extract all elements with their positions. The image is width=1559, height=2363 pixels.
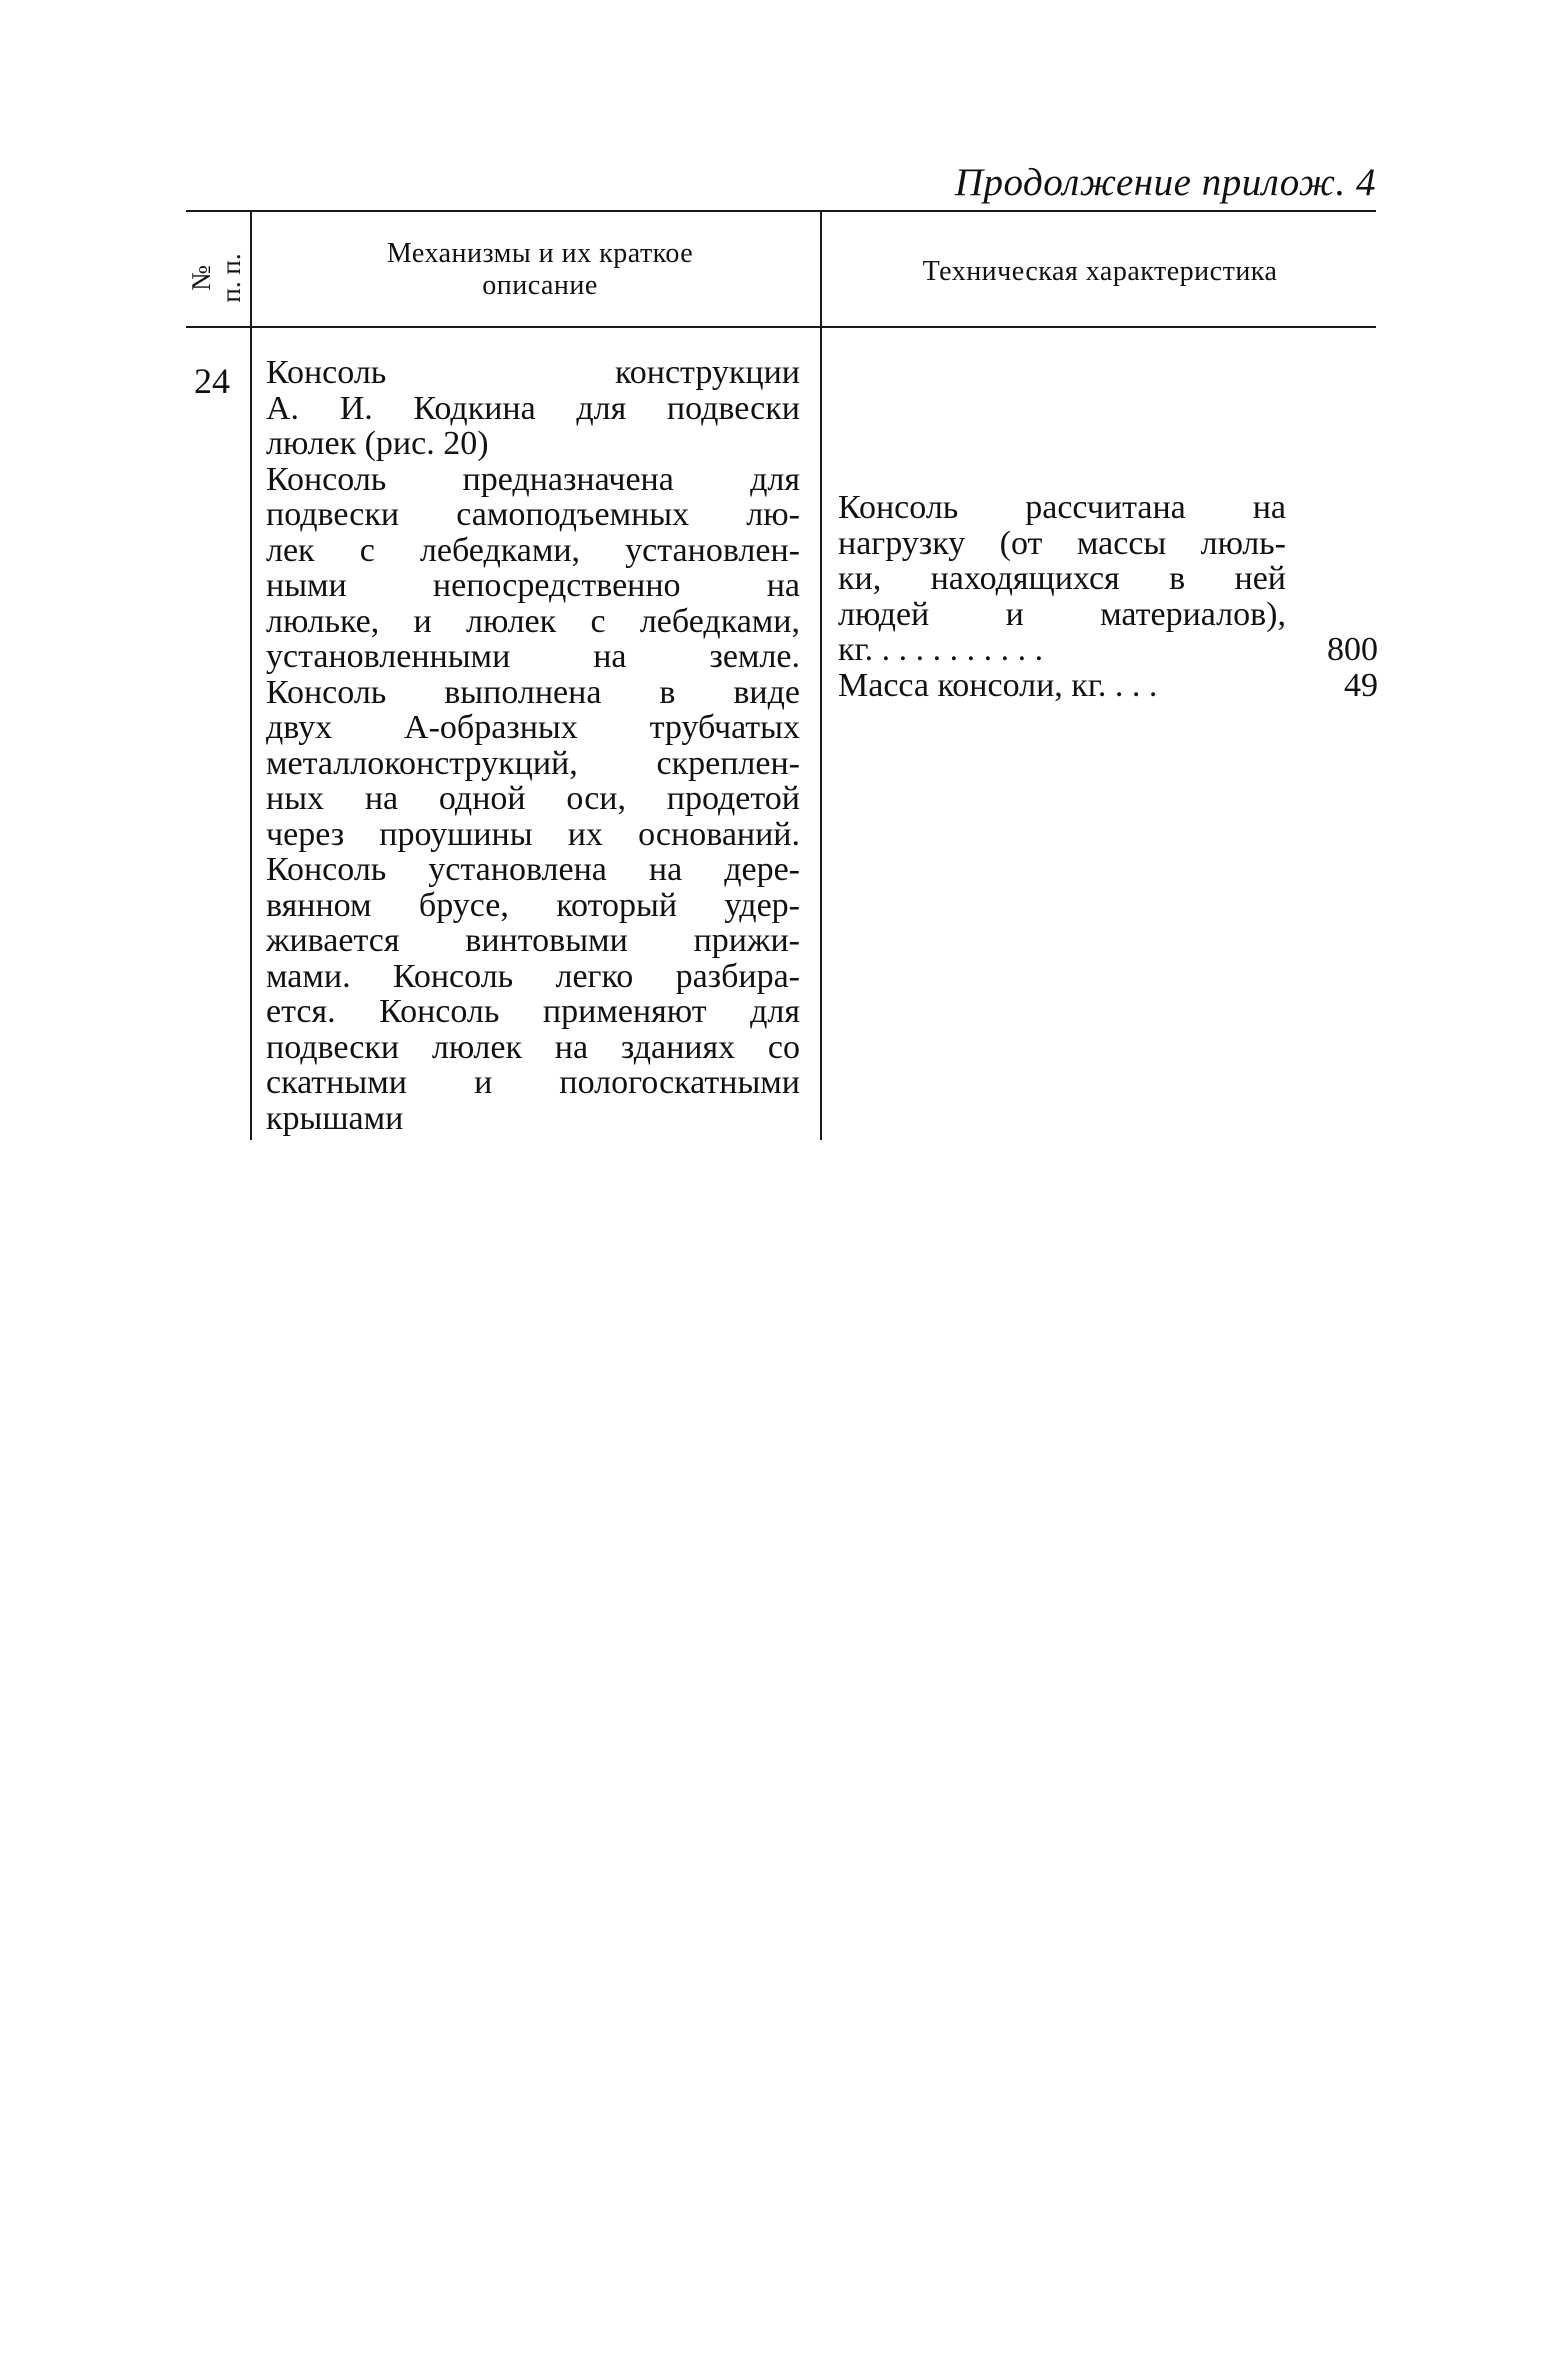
desc-line: Консоль предназначена для (266, 460, 800, 498)
desc-line: ных на одной оси, продетой (266, 780, 800, 817)
desc-line: живается винтовыми прижи- (266, 922, 800, 959)
header-mechanisms-line1: Механизмы и их краткое (386, 238, 694, 269)
tech-line: нагрузку (от массы люль- (838, 524, 1286, 562)
tech-line: людей и материалов), (838, 595, 1286, 633)
table-top-rule (186, 210, 1376, 212)
desc-line: ется. Консоль применяют для (266, 993, 800, 1030)
tech-line: Консоль рассчитана на (838, 489, 1286, 526)
desc-line: установленными на земле. (266, 638, 800, 675)
desc-line: люлек (рис. 20) (266, 425, 489, 462)
desc-line: подвески люлек на зданиях со (266, 1028, 800, 1066)
desc-line: Консоль конструкции (266, 354, 800, 391)
row-description (266, 355, 800, 1136)
desc-line: ными непосредственно на (266, 567, 800, 604)
header-number-column (186, 248, 246, 308)
tech-line: ки, находящихся в ней (838, 560, 1286, 597)
desc-line: люльке, и люлек с лебедками, (266, 602, 800, 640)
header-bottom-rule (186, 326, 1376, 328)
header-mechanisms-line2: описание (482, 270, 598, 301)
desc-line: крышами (266, 1099, 404, 1137)
mass-value: 49 (1344, 666, 1378, 704)
header-number-line2: п. п. (216, 253, 246, 303)
row-number: 24 (194, 361, 230, 401)
column-divider-2 (820, 212, 822, 1140)
desc-line: через проушины их оснований. (266, 815, 800, 853)
desc-line: мами. Консоль легко разбира- (266, 957, 800, 995)
desc-line: металлоконструкций, скреплен- (266, 744, 800, 782)
desc-line: скатными и пологоскатными (266, 1064, 800, 1101)
column-divider-1 (250, 212, 252, 1140)
desc-line: Консоль выполнена в виде (266, 673, 800, 711)
header-number-line1: № (186, 265, 216, 291)
load-label: кг. . . . . . . . . . . (838, 631, 1044, 668)
header-technical-column: Техническая характеристика (922, 256, 1278, 287)
mass-label: Масса консоли, кг. . . . (838, 666, 1158, 704)
header-mechanisms-column (258, 238, 822, 302)
row-technical (838, 490, 1378, 703)
mass-row (838, 668, 1378, 704)
continuation-label: Продолжение прилож. 4 (954, 161, 1376, 204)
load-value: 800 (1327, 631, 1378, 668)
desc-line: А. И. Кодкина для подвески (266, 389, 800, 427)
desc-line: лек с лебедками, установлен- (266, 531, 800, 569)
desc-line: подвески самоподъемных лю- (266, 496, 800, 533)
desc-line: двух А-образных трубчатых (266, 709, 800, 746)
load-row (838, 632, 1378, 668)
desc-line: Консоль установлена на дере- (266, 851, 800, 888)
desc-line: вянном брусе, который удер- (266, 886, 800, 924)
